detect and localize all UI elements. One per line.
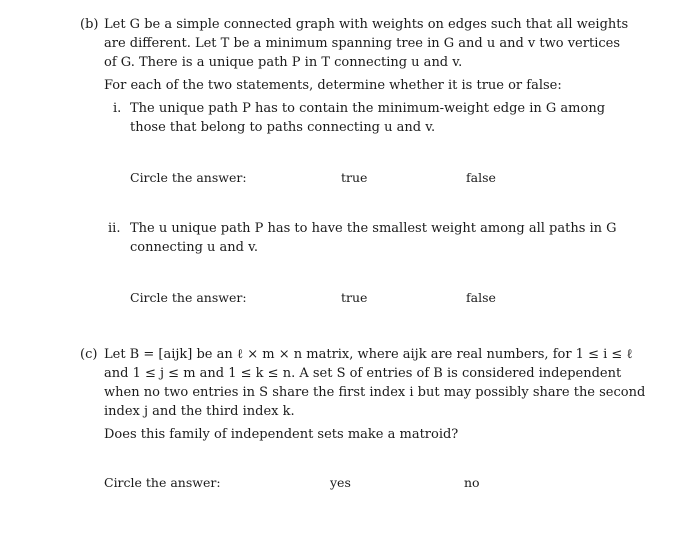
item-ii-option-true[interactable]: true — [341, 290, 368, 305]
part-b-line-3: of G. There is a unique path P in T connecting u and v. — [104, 55, 463, 70]
item-ii-option-false[interactable]: false — [466, 290, 496, 305]
item-ii-label: ii. — [108, 221, 121, 236]
part-c-answer-prompt: Circle the answer: — [104, 475, 221, 490]
part-b-line-1: Let G be a simple connected graph with weights on edges such that all weights — [104, 17, 629, 32]
part-c-line-1: Let B = [aijk] be an ℓ × m × n matrix, where aijk are real numbers, for 1 ≤ i ≤ ℓ — [104, 347, 633, 362]
part-b-line-2: are different. Let T be a minimum spanning tree in G and u and v two vertices — [104, 36, 620, 51]
part-c-option-no[interactable]: no — [464, 475, 480, 490]
item-i-option-false[interactable]: false — [466, 170, 496, 185]
part-b-instruction: For each of the two statements, determine whether it is true or false: — [104, 78, 562, 93]
part-c-line-4: index j and the third index k. — [104, 404, 295, 419]
item-ii-line-2: connecting u and v. — [130, 240, 259, 255]
item-i-line-2: those that belong to paths connecting u and v. — [130, 120, 436, 135]
part-c-line-2: and 1 ≤ j ≤ m and 1 ≤ k ≤ n. A set S of entries of B is considered independent — [104, 366, 622, 381]
item-i-label: i. — [113, 101, 122, 116]
item-i-option-true[interactable]: true — [341, 170, 368, 185]
item-i-line-1: The unique path P has to contain the minimum-weight edge in G among — [130, 101, 606, 116]
item-ii-answer-prompt: Circle the answer: — [130, 290, 247, 305]
part-c-label: (c) — [80, 347, 98, 362]
part-c-line-3: when no two entries in S share the first index i but may possibly share the second — [104, 385, 646, 400]
item-i-answer-prompt: Circle the answer: — [130, 170, 247, 185]
part-c-option-yes[interactable]: yes — [330, 475, 351, 490]
part-c-question: Does this family of independent sets make a matroid? — [104, 427, 459, 442]
part-b-label: (b) — [80, 17, 99, 32]
item-ii-line-1: The u unique path P has to have the smallest weight among all paths in G — [130, 221, 617, 236]
